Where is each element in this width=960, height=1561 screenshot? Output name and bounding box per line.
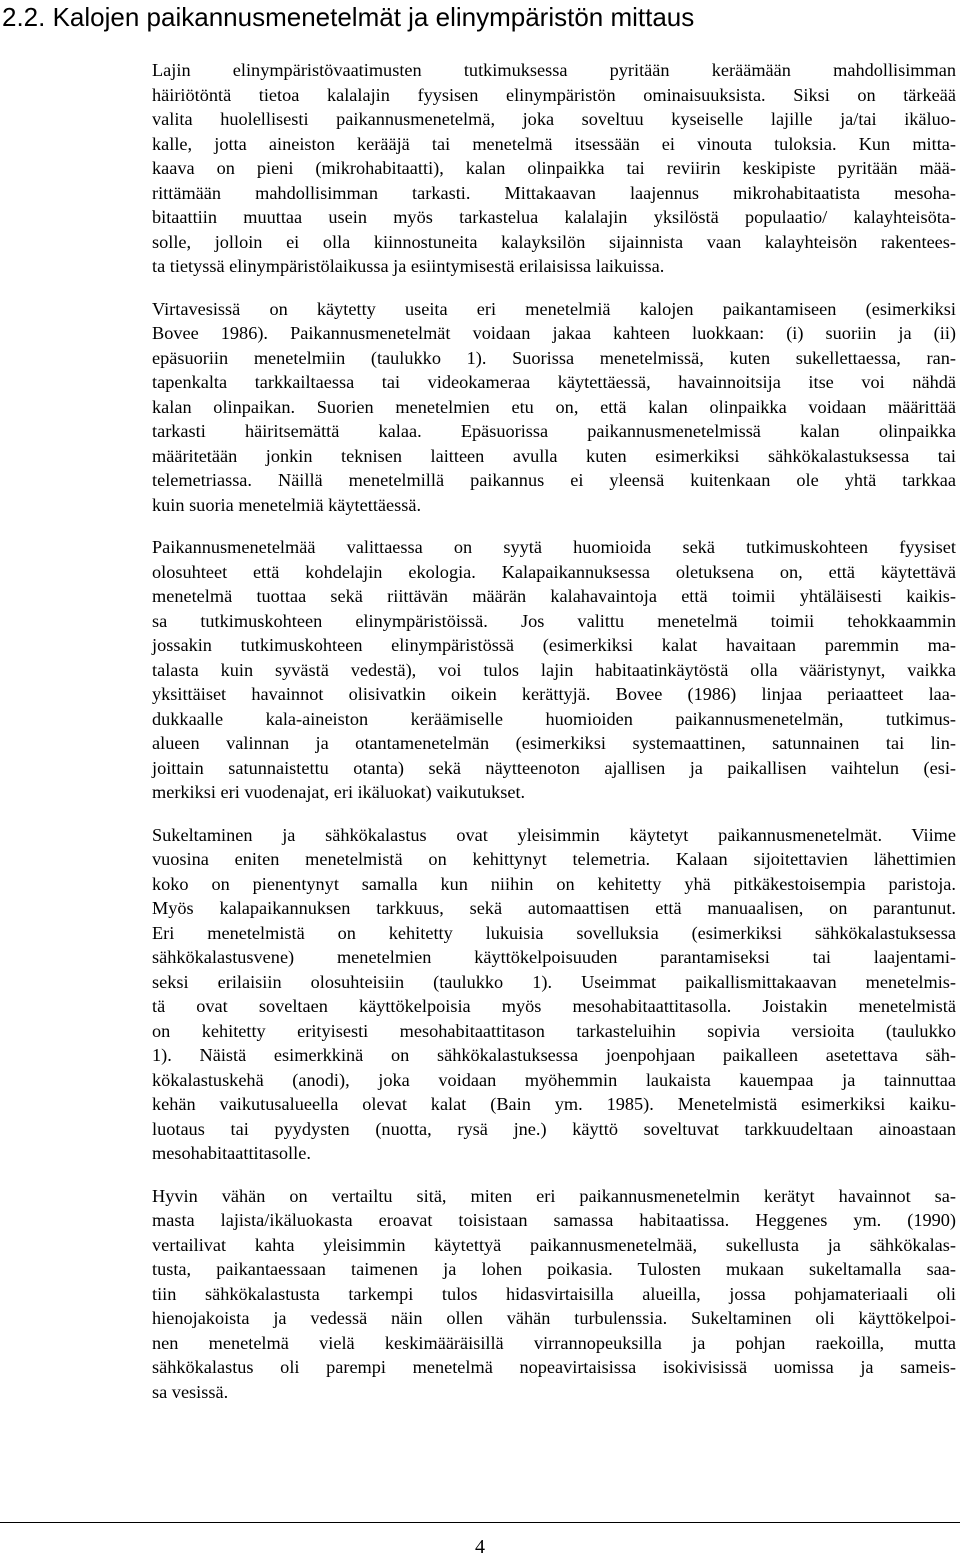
text-line: on kehitetty erityisesti mesohabitaattitason tarkasteluihin sopivia versioita (taulukko: [152, 1020, 956, 1041]
text-line: Eri menetelmistä on kehitetty lukuisia sovelluksia (esimerkiksi sähkökalastuksessa: [152, 922, 956, 943]
text-line: talasta kuin syvästä vedestä), voi tulos lajin habitaatinkäytöstä olla vääristynyt, vaikka: [152, 659, 956, 680]
text-line: alueen valinnan ja otantamenetelmän (esimerkiksi systemaattinen, satunnainen tai lin-: [152, 733, 956, 753]
text-line: sa vesissä.: [152, 1381, 229, 1402]
text-line: vuosina eniten menetelmistä on kehittynyt telemetria. Kalaan sijoitettavien lähettimien: [152, 849, 956, 869]
text-line: seksi erilaisiin olosuhteisiin (taulukko 1). Useimmat paikallismittakaavan menetelmis-: [152, 971, 956, 992]
text-line: tapenkalta tarkkailtaessa tai videokameraa käytettäessä, havainnoitsija itse voi nähdä: [152, 372, 956, 392]
text-line: vertailivat kahta yleisimmin käytettyä paikannusmenetelmää, sukellusta ja sähkökalas-: [152, 1234, 956, 1255]
text-line: masta lajista/ikäluokasta eroavat toisistaan samassa habitaatissa. Heggenes ym. (1990): [152, 1210, 956, 1230]
text-line: sähkökalastusvene) menetelmien käyttökelpoisuuden parantamiseksi tai laajentami-: [152, 947, 956, 967]
text-line: yksittäiset havainnot olisivatkin oikein kerättyjä. Bovee (1986) linjaa periaatteet laa-: [152, 684, 956, 704]
text-line: nen menetelmä vielä keskimääräisillä virrannopeuksilla ja pohjan raekoilla, mutta: [152, 1332, 956, 1353]
text-line: Hyvin vähän on vertailtu sitä, miten eri paikannusmenetelmin kerätyt havainnot sa-: [152, 1185, 956, 1206]
paragraph: [152, 823, 956, 1166]
text-line: mesohabitaattitasolle.: [152, 1143, 311, 1163]
text-line: kökalastuskehä (anodi), joka voidaan myöhemmin laukaista kauempaa ja tainnuttaa: [152, 1069, 956, 1090]
text-line: ta tietyssä elinympäristölaikussa ja esiintymisestä erilaisissa laikuissa.: [152, 256, 665, 276]
text-line: tusta, paikantaessaan taimenen ja lohen poikasia. Tulosten mukaan sukeltamalla saa-: [152, 1259, 956, 1279]
text-line: menetelmä tuottaa sekä riittävän määrän kalahavaintoja että toimii yhtäläisesti kaikis-: [152, 586, 956, 606]
text-line: koko on pienentynyt samalla kun niihin on kehitetty yhä pitkäkestoisempia paristoja.: [152, 873, 956, 894]
paragraph: [152, 1184, 956, 1405]
footer-divider: [0, 1522, 960, 1523]
text-line: Sukeltaminen ja sähkökalastus ovat yleisimmin käytetyt paikannusmenetelmät. Viime: [152, 824, 956, 845]
text-line: Virtavesissä on käytetty useita eri menetelmiä kalojen paikantamiseen (esimerkiksi: [152, 298, 956, 319]
paragraph: [152, 297, 956, 518]
text-line: Paikannusmenetelmää valittaessa on syytä huomioida sekä tutkimuskohteen fyysiset: [152, 537, 956, 557]
paragraph: [152, 58, 956, 279]
text-line: olosuhteet että kohdelajin ekologia. Kalapaikannuksessa oletuksena on, että käytettävä: [152, 561, 956, 582]
text-line: Bovee 1986). Paikannusmenetelmät voidaan jakaa kahteen luokkaan: (i) suoriin ja (ii): [152, 323, 956, 343]
text-line: bitaattiin muuttaa usein myös tarkastelua kalalajin yksilöstä populaatio/ kalayhteisöta-: [152, 207, 956, 227]
text-line: tä ovat soveltaen käyttökelpoisia myös mesohabitaattitasolla. Joistakin menetelmistä: [152, 996, 956, 1016]
text-line: tarkasti häiritsemättä kalaa. Epäsuorissa paikannusmenetelmissä kalan olinpaikka: [152, 421, 956, 441]
text-line: määritetään jonkin teknisen laitteen avulla kuten esimerkiksi sähkökalastuksessa tai: [152, 445, 956, 466]
text-line: 1). Näistä esimerkkinä on sähkökalastuksessa joenpohjaan paikalleen asetettava säh-: [152, 1045, 956, 1065]
text-line: häiriötöntä tietoa kalalajin fyysisen elinympäristön ominaisuuksista. Siksi on tärkeää: [152, 84, 956, 105]
text-line: kehän vaikutusalueella olevat kalat (Bain ym. 1985). Menetelmistä esimerkiksi kaiku-: [152, 1094, 956, 1114]
text-line: kalle, jotta aineiston kerääjä tai menetelmä itsessään ei vinouta tuloksia. Kun mitta-: [152, 133, 956, 154]
text-line: sähkökalastus oli parempi menetelmä nopeavirtaisissa isokivisissä uomissa ja sameis-: [152, 1357, 956, 1377]
body-text: [152, 58, 956, 1404]
text-line: luotaus tai pyydysten (nuotta, rysä jne.) käyttö soveltuvat tarkkuudeltaan ainoastaan: [152, 1118, 956, 1139]
text-line: Myös kalapaikannuksen tarkkuus, sekä automaattisen että manuaalisen, on parantunut.: [152, 898, 956, 918]
text-line: valita huolellisesti paikannusmenetelmä, joka soveltuu kyseiselle lajille ja/tai ikäluo-: [152, 109, 956, 129]
section-heading: 2.2. Kalojen paikannusmenetelmät ja elinympäristön mittaus: [2, 2, 695, 32]
text-line: hienojakoista ja vedessä näin ollen vähän turbulenssia. Sukeltaminen oli käyttökelpoi-: [152, 1308, 956, 1328]
text-line: epäsuoriin menetelmiin (taulukko 1). Suorissa menetelmissä, kuten sukellettaessa, ran-: [152, 347, 956, 368]
text-line: solle, jolloin ei olla kiinnostuneita kalayksilön sijainnista vaan kalayhteisön rakentees-: [152, 231, 956, 252]
text-line: sa tutkimuskohteen elinympäristöissä. Jos valittu menetelmä toimii tehokkaammin: [152, 610, 956, 631]
text-line: jossakin tutkimuskohteen elinympäristössä (esimerkiksi kalat havaitaan paremmin ma-: [152, 635, 956, 655]
text-line: telemetriassa. Näillä menetelmillä paikannus ei yleensä kuitenkaan ole yhtä tarkkaa: [152, 470, 956, 490]
paragraph: [152, 535, 956, 805]
text-line: tiin sähkökalastusta tarkempi tulos hidasvirtaisilla alueilla, jossa pohjamateriaali oli: [152, 1283, 956, 1304]
text-line: rittämään mahdollisimman tarkasti. Mittakaavan laajennus mikrohabitaatista mesoha-: [152, 182, 956, 203]
text-line: kuin suoria menetelmiä käytettäessä.: [152, 494, 422, 515]
text-line: merkiksi eri vuodenajat, eri ikäluokat) vaikutukset.: [152, 782, 526, 802]
text-line: kalan olinpaikan. Suorien menetelmien etu on, että kalan olinpaikka voidaan määrittää: [152, 396, 956, 417]
text-line: dukkaalle kala-aineiston keräämiselle huomioiden paikannusmenetelmän, tutkimus-: [152, 708, 956, 729]
text-line: Lajin elinympäristövaatimusten tutkimuksessa pyritään keräämään mahdollisimman: [152, 60, 956, 80]
page-number: 4: [475, 1536, 485, 1558]
text-line: joittain satunnaistettu otanta) sekä näytteenoton ajallisen ja paikallisen vaihtelun (esi-: [152, 757, 956, 778]
text-line: kaava on pieni (mikrohabitaatti), kalan olinpaikka tai reviirin keskipiste pyritään mää-: [152, 158, 956, 178]
